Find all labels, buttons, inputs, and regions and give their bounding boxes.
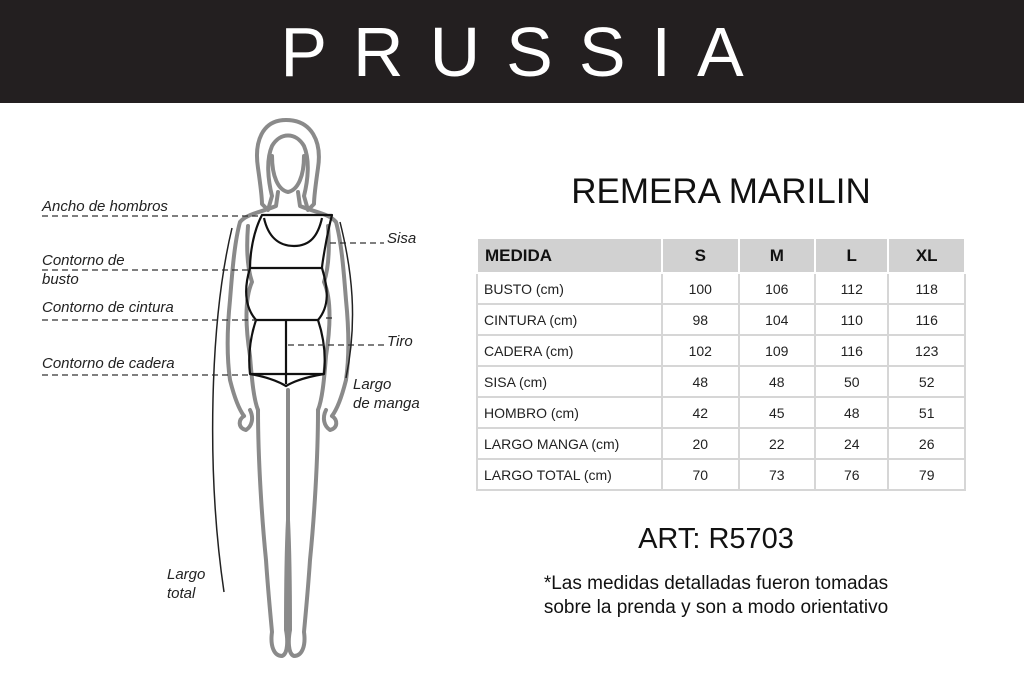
- measurement-note: [476, 572, 956, 620]
- cell-value: 20: [662, 428, 739, 459]
- table-row: [477, 428, 965, 459]
- cell-value: 98: [662, 304, 739, 335]
- table-row: [477, 304, 965, 335]
- row-label: LARGO TOTAL (cm): [477, 459, 662, 490]
- cell-value: 100: [662, 273, 739, 304]
- body-silhouette-illustration: [0, 103, 470, 673]
- cell-value: 79: [888, 459, 965, 490]
- header-s: S: [662, 238, 739, 273]
- cell-value: 110: [815, 304, 888, 335]
- table-row: [477, 459, 965, 490]
- label-sisa: Sisa: [387, 230, 417, 247]
- note-line-1: *Las medidas detalladas fueron tomadas: [543, 573, 889, 594]
- label-tiro: Tiro: [387, 333, 413, 350]
- cell-value: 52: [888, 366, 965, 397]
- table-row: [477, 366, 965, 397]
- cell-value: 48: [662, 366, 739, 397]
- row-label: CINTURA (cm): [477, 304, 662, 335]
- cell-value: 123: [888, 335, 965, 366]
- row-label: CADERA (cm): [477, 335, 662, 366]
- note-line-2: sobre la prenda y son a modo orientativo: [543, 597, 889, 618]
- table-header-row: [477, 238, 965, 273]
- label-largo-total-1: Largo: [167, 566, 206, 583]
- cell-value: 48: [739, 366, 816, 397]
- cell-value: 104: [739, 304, 816, 335]
- header-m: M: [739, 238, 816, 273]
- article-code: ART: R5703: [638, 523, 794, 555]
- cell-value: 24: [815, 428, 888, 459]
- header-bar: [0, 0, 1024, 103]
- cell-value: 116: [815, 335, 888, 366]
- cell-value: 26: [888, 428, 965, 459]
- cell-value: 50: [815, 366, 888, 397]
- label-contorno-cadera: Contorno de cadera: [42, 355, 175, 372]
- row-label: LARGO MANGA (cm): [477, 428, 662, 459]
- label-contorno-cintura: Contorno de cintura: [42, 299, 174, 316]
- label-largo-manga-2: de manga: [353, 395, 420, 412]
- label-largo-manga-1: Largo: [353, 376, 392, 393]
- measurement-figure: [0, 103, 470, 673]
- cell-value: 109: [739, 335, 816, 366]
- row-label: SISA (cm): [477, 366, 662, 397]
- label-largo-total-2: total: [167, 585, 196, 602]
- cell-value: 70: [662, 459, 739, 490]
- cell-value: 106: [739, 273, 816, 304]
- cell-value: 22: [739, 428, 816, 459]
- cell-value: 42: [662, 397, 739, 428]
- table-row: [477, 397, 965, 428]
- cell-value: 118: [888, 273, 965, 304]
- label-ancho-hombros: Ancho de hombros: [42, 198, 168, 215]
- header-medida: MEDIDA: [477, 238, 662, 273]
- label-contorno-busto-2: busto: [42, 271, 79, 288]
- cell-value: 51: [888, 397, 965, 428]
- cell-value: 102: [662, 335, 739, 366]
- cell-value: 45: [739, 397, 816, 428]
- row-label: BUSTO (cm): [477, 273, 662, 304]
- table-row: [477, 273, 965, 304]
- label-contorno-busto-1: Contorno de: [42, 252, 125, 269]
- cell-value: 112: [815, 273, 888, 304]
- cell-value: 76: [815, 459, 888, 490]
- cell-value: 116: [888, 304, 965, 335]
- product-title: REMERA MARILIN: [571, 172, 871, 211]
- row-label: HOMBRO (cm): [477, 397, 662, 428]
- cell-value: 48: [815, 397, 888, 428]
- brand-logo-text: PRUSSIA: [280, 12, 770, 91]
- size-chart-table: [476, 237, 966, 491]
- header-xl: XL: [888, 238, 965, 273]
- table-row: [477, 335, 965, 366]
- header-l: L: [815, 238, 888, 273]
- cell-value: 73: [739, 459, 816, 490]
